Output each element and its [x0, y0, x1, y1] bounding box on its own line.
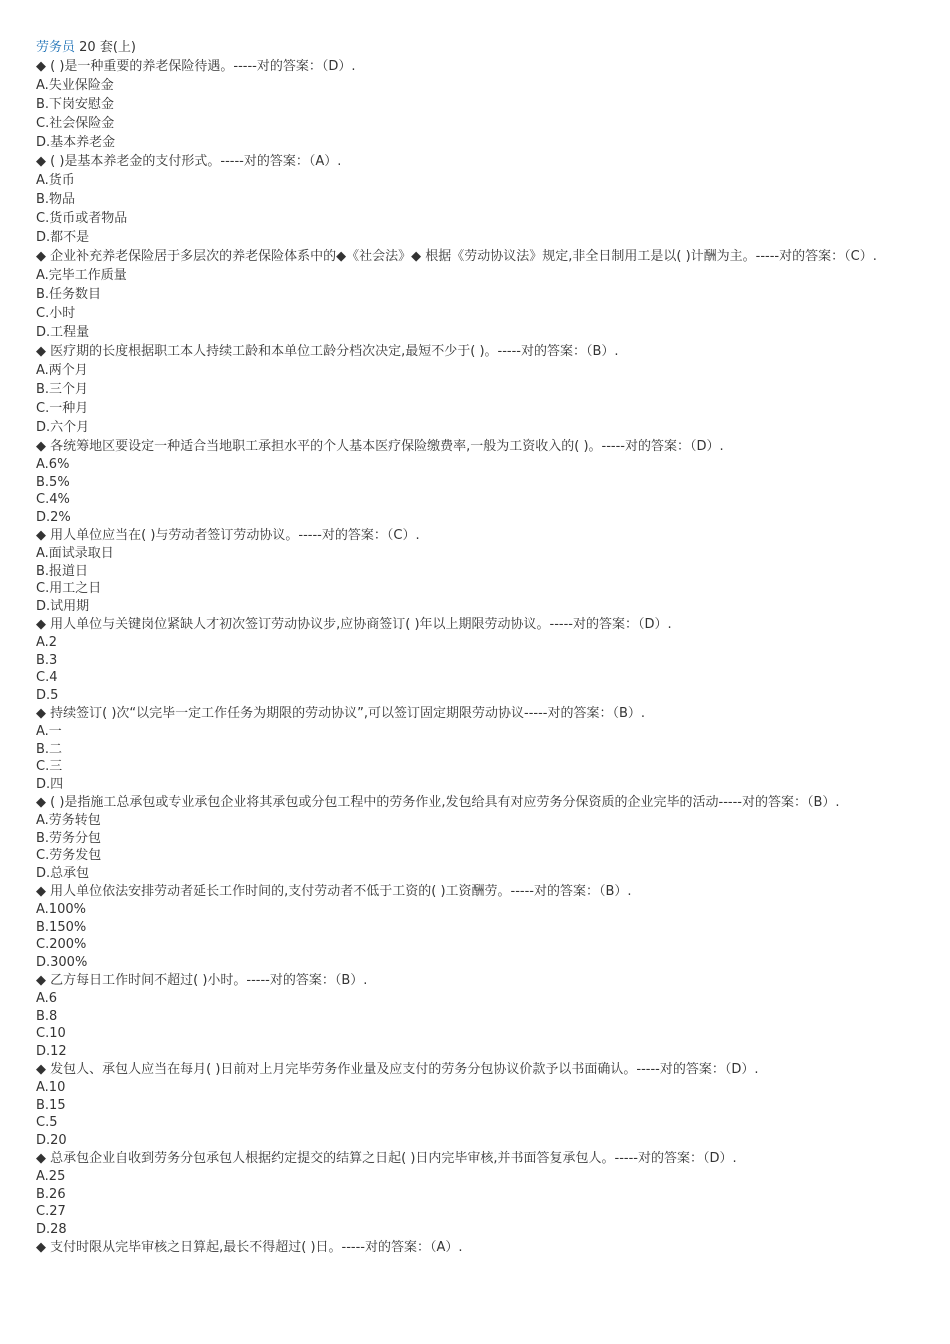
answer-option: D.28	[36, 1221, 67, 1237]
answer-option: B.报道日	[36, 563, 89, 579]
answer-option: C.27	[36, 1204, 66, 1219]
question-text: ◆ 各统筹地区要设定一种适合当地职工承担水平的个人基本医疗保险缴费率,一般为工资收入的( )。-----对的答案：（D）.	[36, 439, 724, 454]
answer-option: B.劳务分包	[36, 830, 102, 846]
answer-option: C.10	[36, 1026, 66, 1041]
question-text: ◆ 用人单位依法安排劳动者延长工作时间的,支付劳动者不低于工资的( )工资酬劳。-----对的答案：（B）.	[36, 884, 632, 899]
answer-option: D.12	[36, 1043, 67, 1059]
answer-option: C.4%	[36, 492, 70, 507]
answer-option: A.一	[36, 724, 62, 739]
answer-option: D.都不是	[36, 230, 90, 245]
answer-option: B.8	[36, 1008, 58, 1024]
answer-option: A.货币	[36, 173, 75, 188]
answer-option: B.任务数目	[36, 287, 102, 302]
answer-option: C.4	[36, 670, 58, 685]
answer-option: B.150%	[36, 919, 87, 935]
answer-option: C.三	[36, 759, 63, 774]
answer-option: A.6	[36, 991, 58, 1006]
title-rest: 20 套(上)	[75, 40, 136, 55]
answer-option: D.5	[36, 687, 59, 703]
question-text: ◆ 用人单位与关键岗位紧缺人才初次签订劳动协议步,应协商签订( )年以上期限劳动协议。-----对的答案：（D）.	[36, 617, 672, 632]
question-list	[36, 57, 916, 1257]
answer-option: A.10	[36, 1080, 66, 1095]
question-text: ◆ ( )是指施工总承包或专业承包企业将其承包或分包工程中的劳务作业,发包给具有对应劳务分保资质的企业完毕的活动-----对的答案：（B）.	[36, 795, 840, 810]
question-text: ◆ 用人单位应当在( )与劳动者签订劳动协议。-----对的答案：（C）.	[36, 528, 420, 543]
answer-option: B.15	[36, 1097, 66, 1113]
answer-option: B.物品	[36, 192, 76, 207]
answer-option: D.试用期	[36, 598, 90, 614]
question-text: ◆ ( )是基本养老金的支付形式。-----对的答案：（A）.	[36, 154, 342, 169]
answer-option: A.劳务转包	[36, 813, 101, 828]
answer-option: D.工程量	[36, 325, 90, 340]
question-text: ◆ 总承包企业自收到劳务分包承包人根据约定提交的结算之日起( )日内完毕审核,并书面答复承包人。-----对的答案：（D）.	[36, 1151, 737, 1166]
answer-option: A.完毕工作质量	[36, 268, 127, 283]
answer-option: D.2%	[36, 509, 71, 525]
answer-option: C.5	[36, 1115, 58, 1130]
answer-option: C.货币或者物品	[36, 211, 128, 226]
answer-option: A.两个月	[36, 363, 88, 378]
answer-option: B.二	[36, 741, 63, 757]
answer-option: A.失业保险金	[36, 78, 114, 93]
answer-option: B.三个月	[36, 382, 89, 397]
answer-option: C.200%	[36, 937, 87, 952]
answer-option: B.5%	[36, 474, 70, 490]
answer-option: D.300%	[36, 954, 88, 970]
answer-option: C.劳务发包	[36, 848, 102, 863]
question-text: ◆ 企业补充养老保险居于多层次的养老保险体系中的◆《社会法》◆ 根据《劳动协议法》规定,非全日制用工是以( )计酬为主。-----对的答案：（C）.	[36, 249, 877, 264]
answer-option: A.100%	[36, 902, 86, 917]
answer-option: B.3	[36, 652, 58, 668]
document-title	[36, 38, 916, 57]
answer-option: B.下岗安慰金	[36, 97, 115, 112]
answer-option: C.一种月	[36, 401, 89, 416]
document-body	[36, 38, 916, 1257]
question-text: ◆ 持续签订( )次“以完毕一定工作任务为期限的劳动协议”,可以签订固定期限劳动协议-----对的答案：（B）.	[36, 706, 646, 721]
answer-option: D.四	[36, 776, 64, 792]
answer-option: D.六个月	[36, 420, 90, 435]
answer-option: B.26	[36, 1186, 66, 1202]
answer-option: A.面试录取日	[36, 546, 114, 561]
answer-option: C.用工之日	[36, 581, 102, 596]
answer-option: C.小时	[36, 306, 76, 321]
answer-option: D.基本养老金	[36, 135, 116, 150]
answer-option: A.6%	[36, 457, 70, 472]
answer-option: C.社会保险金	[36, 116, 115, 131]
answer-option: A.2	[36, 635, 58, 650]
question-text: ◆ 发包人、承包人应当在每月( )日前对上月完毕劳务作业量及应支付的劳务分包协议价款予以书面确认。-----对的答案：（D）.	[36, 1062, 759, 1077]
question-text: ◆ 乙方每日工作时间不超过( )小时。-----对的答案：（B）.	[36, 973, 368, 988]
title-brand-link[interactable]: 劳务员	[36, 40, 76, 55]
answer-option: D.总承包	[36, 865, 90, 881]
question-text: ◆ 医疗期的长度根据职工本人持续工龄和本单位工龄分档次决定,最短不少于( )。-----对的答案：（B）.	[36, 344, 619, 359]
answer-option: D.20	[36, 1132, 67, 1148]
answer-option: A.25	[36, 1169, 66, 1184]
question-text: ◆ ( )是一种重要的养老保险待遇。-----对的答案：（D）.	[36, 59, 356, 74]
question-text: ◆ 支付时限从完毕审核之日算起,最长不得超过( )日。-----对的答案：（A）.	[36, 1240, 463, 1255]
